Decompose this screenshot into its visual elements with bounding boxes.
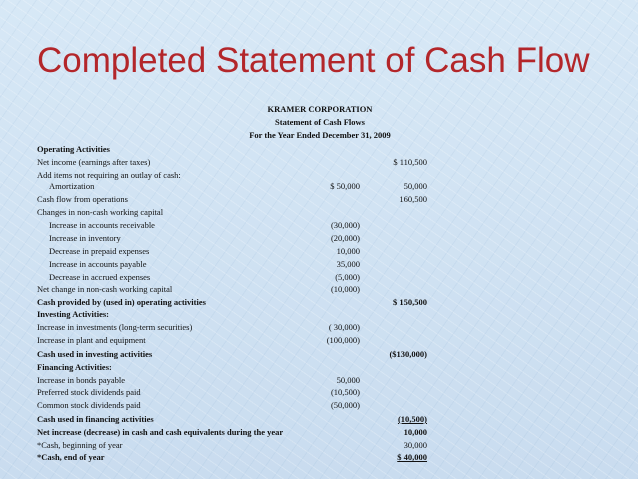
row-label: Increase in accounts payable	[49, 259, 147, 269]
row-label: Changes in non-cash working capital	[37, 207, 164, 217]
row-label: Increase in accounts receivable	[49, 220, 155, 230]
table-row	[0, 427, 638, 438]
table-row	[0, 322, 638, 333]
table-row	[0, 207, 638, 218]
row-amount-detail: (5,000)	[335, 272, 360, 282]
row-amount-detail: (50,000)	[330, 400, 360, 410]
row-amount-total: $ 110,500	[393, 157, 427, 167]
row-amount-total: (10,500)	[397, 414, 427, 424]
row-amount-total: $ 40,000	[397, 452, 427, 462]
row-label: Cash provided by (used in) operating activities	[37, 297, 206, 307]
row-amount-total: 30,000	[403, 440, 427, 450]
row-label: *Cash, end of year	[37, 452, 105, 462]
row-amount-total: 160,500	[399, 194, 427, 204]
table-row	[0, 194, 638, 205]
table-row	[0, 349, 638, 360]
row-amount-total: 50,000	[403, 181, 427, 191]
row-label: Net change in non-cash working capital	[37, 284, 173, 294]
company-name: KRAMER CORPORATION	[267, 104, 373, 114]
slide-title: Completed Statement of Cash Flow	[37, 41, 590, 80]
row-amount-detail: 50,000	[336, 375, 360, 385]
table-row	[0, 452, 638, 463]
row-amount-detail: (100,000)	[326, 335, 360, 345]
row-label: Amortization	[49, 181, 95, 191]
table-row	[0, 259, 638, 270]
row-amount-detail: 35,000	[336, 259, 360, 269]
table-row	[0, 400, 638, 411]
table-row	[0, 362, 638, 373]
table-row	[0, 157, 638, 168]
row-amount-detail: (10,000)	[330, 284, 360, 294]
row-label: Cash flow from operations	[37, 194, 128, 204]
row-label: Decrease in prepaid expenses	[49, 246, 150, 256]
table-row	[0, 387, 638, 398]
statement-name: Statement of Cash Flows	[275, 117, 365, 127]
row-label: Increase in inventory	[49, 233, 121, 243]
row-amount-detail: (30,000)	[330, 220, 360, 230]
row-label: Preferred stock dividends paid	[37, 387, 141, 397]
row-label: Add items not requiring an outlay of cash:	[37, 170, 181, 180]
table-row	[0, 284, 638, 295]
row-amount-total: ($130,000)	[389, 349, 427, 359]
row-label: Net increase (decrease) in cash and cash equivalents during the year	[37, 427, 284, 437]
row-amount-detail: ( 30,000)	[328, 322, 360, 332]
row-amount-detail: (10,500)	[330, 387, 360, 397]
table-row	[0, 181, 638, 192]
table-row	[0, 297, 638, 308]
table-row	[0, 440, 638, 451]
row-label: Investing Activities:	[37, 309, 110, 319]
row-label: Cash used in investing activities	[37, 349, 153, 359]
row-label: Financing Activities:	[37, 362, 112, 372]
row-label: Operating Activities	[37, 144, 110, 154]
row-amount-total: 10,000	[403, 427, 427, 437]
table-row	[0, 170, 638, 181]
row-label: Decrease in accrued expenses	[49, 272, 151, 282]
table-row	[0, 246, 638, 257]
row-label: Increase in plant and equipment	[37, 335, 146, 345]
table-row	[0, 220, 638, 231]
table-row	[0, 375, 638, 386]
table-row	[0, 272, 638, 283]
table-row	[0, 144, 638, 155]
row-amount-detail: $ 50,000	[330, 181, 360, 191]
row-label: Increase in investments (long-term securities)	[37, 322, 193, 332]
table-row	[0, 335, 638, 346]
row-label: Net income (earnings after taxes)	[37, 157, 151, 167]
row-label: Common stock dividends paid	[37, 400, 141, 410]
row-label: Cash used in financing activities	[37, 414, 154, 424]
row-amount-detail: (20,000)	[330, 233, 360, 243]
row-label: Increase in bonds payable	[37, 375, 126, 385]
row-amount-detail: 10,000	[336, 246, 360, 256]
table-row	[0, 414, 638, 425]
table-row	[0, 309, 638, 320]
row-amount-total: $ 150,500	[393, 297, 427, 307]
statement-period: For the Year Ended December 31, 2009	[249, 130, 391, 140]
row-label: *Cash, beginning of year	[37, 440, 123, 450]
table-row	[0, 233, 638, 244]
